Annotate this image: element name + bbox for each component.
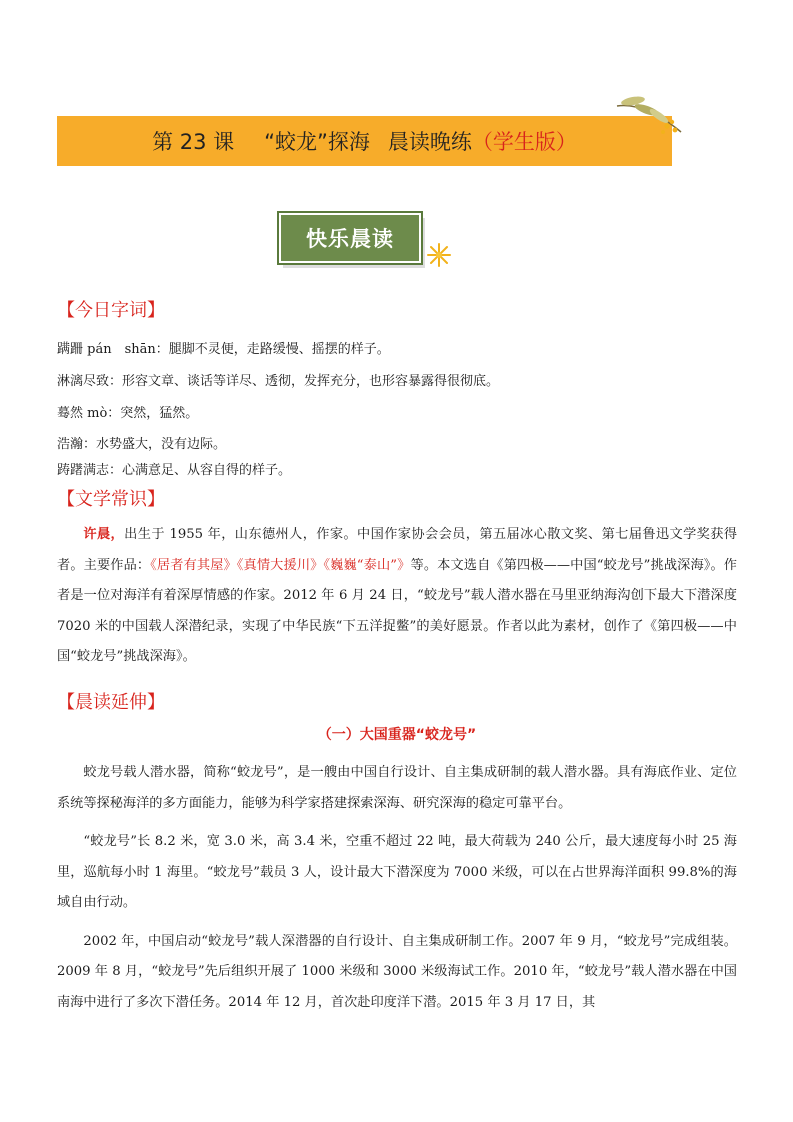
section-heading-words: 【今日字词】 [57, 300, 165, 321]
extension-paragraph: “蛟龙号”长 8.2 米，宽 3.0 米，高 3.4 米，空重不超过 22 吨，最大荷载为 240 公斤，最大速度每小时 25 海里，巡航每小时 1 海里。“蛟龙号”载员 3 人，设计最大下潜深度为 7000 米级，可以在占世界海洋面积 99.8%的海域自由行动。 [57, 834, 737, 910]
morning-reading-badge: 快乐晨读 [279, 213, 421, 263]
literature-paragraph [57, 520, 737, 673]
literature-rest: 等。本文选自《第四极——中国“蛟龙号”挑战深海》。作者是一位对海洋有着深厚情感的作家。2012 年 6 月 24 日，“蛟龙号”载人潜水器在马里亚纳海沟创下最大下潜深度 7020 米的中国载人深潜纪录，实现了中华民族“下五洋捉鳖”的美好愿景。作者以此为素材，创作了《第四极——中国“蛟龙号”挑战深海》。 [57, 557, 737, 664]
word-entry: 蹒跚 pán shān：腿脚不灵便，走路缓慢、摇摆的样子。 [57, 342, 390, 357]
word-entry: 蓦然 mò：突然，猛然。 [57, 406, 199, 421]
badge-container [276, 208, 456, 278]
flower-icon [424, 240, 454, 270]
section-heading-literature: 【文学常识】 [57, 489, 165, 510]
extension-body [57, 758, 737, 1018]
branch-decoration-icon [615, 92, 685, 152]
extension-paragraph: 2002 年，中国启动“蛟龙号”载人深潜器的自行设计、自主集成研制工作。2007 年 9 月，“蛟龙号”完成组装。2009 年 8 月，“蛟龙号”先后组织开展了 1000 米级和 3000 米级海试工作。2010 年，“蛟龙号”载人潜水器在中国南海中进行了多次下潜任务。2014 年 12 月，首次赴印度洋下潜。2015 年 3 月 17 日，其 [57, 933, 737, 1010]
lesson-topic: “蛟龙”探海 [264, 130, 370, 154]
word-entry: 浩瀚：水势盛大，没有边际。 [57, 437, 227, 452]
extension-paragraph: 蛟龙号载人潜水器，简称“蛟龙号”，是一艘由中国自行设计、自主集成研制的载人潜水器。具有海底作业、定位系统等探秘海洋的多方面能力，能够为科学家搭建探索深海、研究深海的稳定可靠平台。 [57, 765, 737, 811]
author-works: 《居者有其屋》《真情大援川》《巍巍“泰山”》 [150, 557, 411, 573]
word-entry: 踌躇满志：心满意足、从容自得的样子。 [57, 463, 292, 478]
author-intro: 出生于 1955 年，山东德州人，作家。中国作家协会会员，第五届冰心散文奖、第七届鲁迅文学奖获得者。主要作品： [57, 527, 738, 573]
section-heading-extension: 【晨读延伸】 [57, 692, 165, 713]
title-banner [57, 116, 672, 166]
author-name: 许晨， [83, 527, 125, 542]
lesson-subtitle: 晨读晚练 [387, 130, 472, 154]
lesson-number: 第 23 课 [152, 130, 235, 154]
word-entry: 淋漓尽致：形容文章、谈话等详尽、透彻，发挥充分，也形容暴露得很彻底。 [57, 374, 500, 389]
article-subtitle: （一）大国重器“蛟龙号” [317, 727, 477, 743]
edition-label: （学生版） [471, 130, 577, 154]
